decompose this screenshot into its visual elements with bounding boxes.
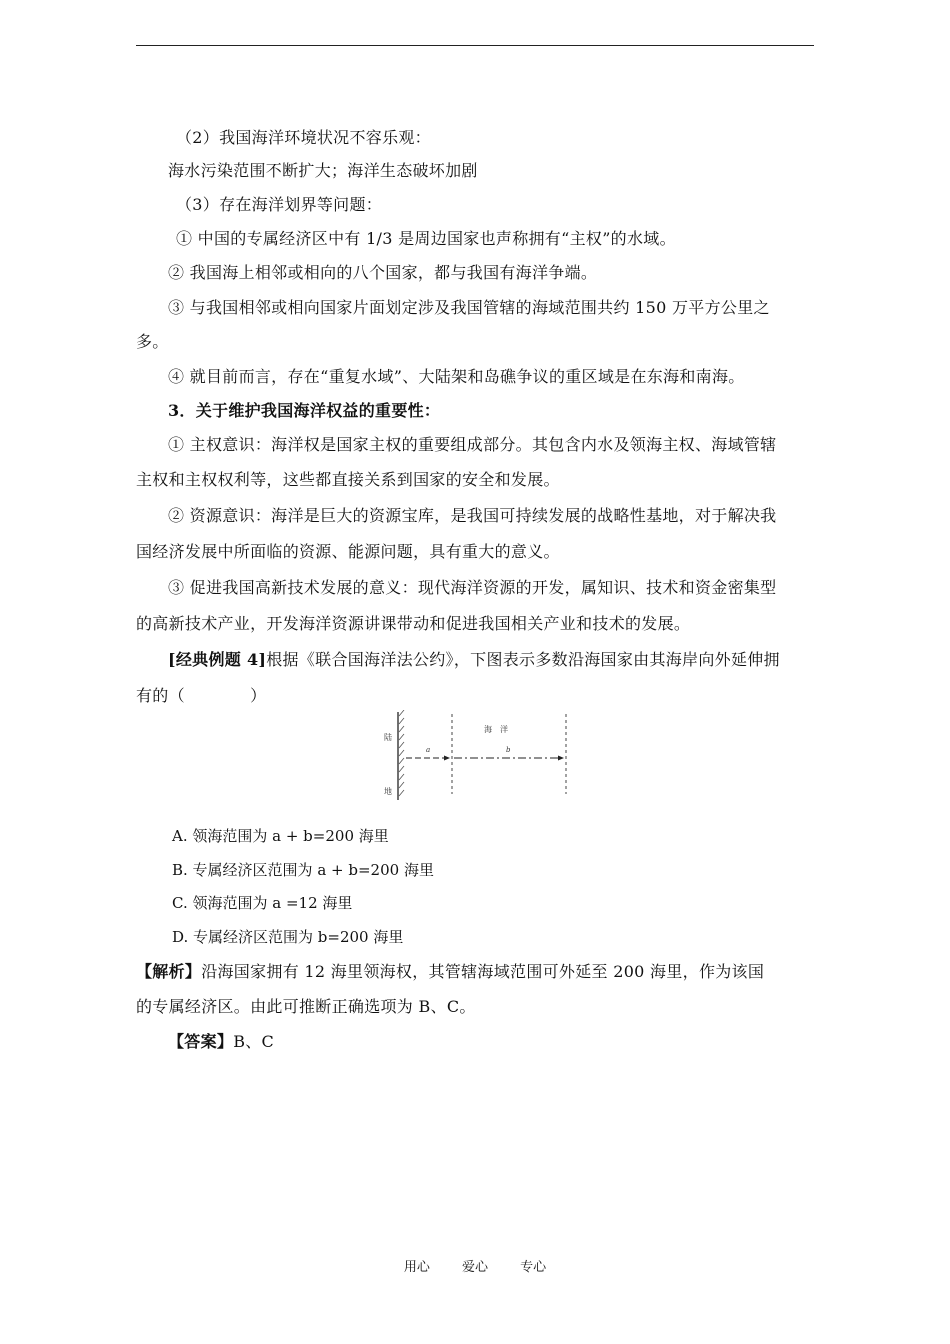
item-4: ④ 就目前而言，存在“重复水域”、大陆架和岛礁争议的重区域是在东海和南海。	[168, 367, 745, 386]
land-label-top: 陆	[384, 733, 392, 742]
analysis-line-1	[136, 962, 814, 982]
land-label-bottom: 地	[384, 787, 392, 796]
label-b: b	[506, 746, 511, 754]
answer-tag: 【答案】	[168, 1032, 234, 1051]
answer-line	[136, 1032, 814, 1052]
answer-text: B、C	[233, 1032, 275, 1051]
item-3-cont: 多。	[136, 332, 169, 351]
sea-zone-diagram	[380, 710, 580, 802]
option-a: A. 领海范围为 a + b=200 海里	[172, 827, 389, 845]
option-d: D. 专属经济区范围为 b=200 海里	[172, 928, 404, 946]
item-1: ① 中国的专属经济区中有 1/3 是周边国家也声称拥有“主权”的水域。	[176, 229, 676, 248]
option-c: C. 领海范围为 a =12 海里	[172, 894, 353, 912]
page-footer	[0, 1256, 950, 1275]
analysis-line-2: 的专属经济区。由此可推断正确选项为 B、C。	[136, 997, 476, 1016]
pollution-text: 海水污染范围不断扩大；海洋生态破坏加剧	[168, 161, 478, 180]
item-2: ② 我国海上相邻或相向的八个国家，都与我国有海洋争端。	[168, 263, 598, 282]
resource-line-2: 国经济发展中所面临的资源、能源问题，具有重大的意义。	[136, 542, 560, 561]
coastline-hatching	[398, 710, 404, 800]
point-2-heading: （2）我国海洋环境状况不容乐观：	[176, 128, 431, 147]
tech-line-1: ③ 促进我国高新技术发展的意义：现代海洋资源的开发，属知识、技术和资金密集型	[168, 578, 777, 597]
example-tag: [经典例题 4]	[168, 650, 267, 669]
resource-line-1: ② 资源意识：海洋是巨大的资源宝库，是我国可持续发展的战略性基地，对于解决我	[168, 506, 777, 525]
example-question-text: 根据《联合国海洋法公约》，下图表示多数沿海国家由其海岸向外延伸拥	[266, 650, 780, 669]
label-a: a	[426, 746, 431, 754]
footer-word-1: 用心	[403, 1260, 430, 1275]
footer-word-2: 爱心	[461, 1260, 488, 1275]
ocean-label: 海 洋	[484, 725, 508, 734]
item-3: ③ 与我国相邻或相向国家片面划定涉及我国管辖的海域范围共约 150 万平方公里之	[168, 298, 770, 317]
example-question-line-2: 有的（ ）	[136, 686, 267, 705]
tech-line-2: 的高新技术产业，开发海洋资源讲课带动和促进我国相关产业和技术的发展。	[136, 614, 691, 633]
sovereignty-line-2: 主权和主权权利等，这些都直接关系到国家的安全和发展。	[136, 470, 560, 489]
header-rule	[136, 45, 814, 46]
example-question-line-1	[136, 650, 814, 670]
footer-word-3: 专心	[520, 1260, 547, 1275]
point-3-heading: （3）存在海洋划界等问题：	[176, 195, 383, 214]
section-3-heading: 3．关于维护我国海洋权益的重要性：	[168, 401, 441, 420]
analysis-text: 沿海国家拥有 12 海里领海权，其管辖海域范围可外延至 200 海里，作为该国	[201, 962, 765, 981]
option-b: B. 专属经济区范围为 a + b=200 海里	[172, 861, 434, 879]
sovereignty-line-1: ① 主权意识：海洋权是国家主权的重要组成部分。其包含内水及领海主权、海域管辖	[168, 435, 777, 454]
analysis-tag: 【解析】	[136, 962, 202, 981]
